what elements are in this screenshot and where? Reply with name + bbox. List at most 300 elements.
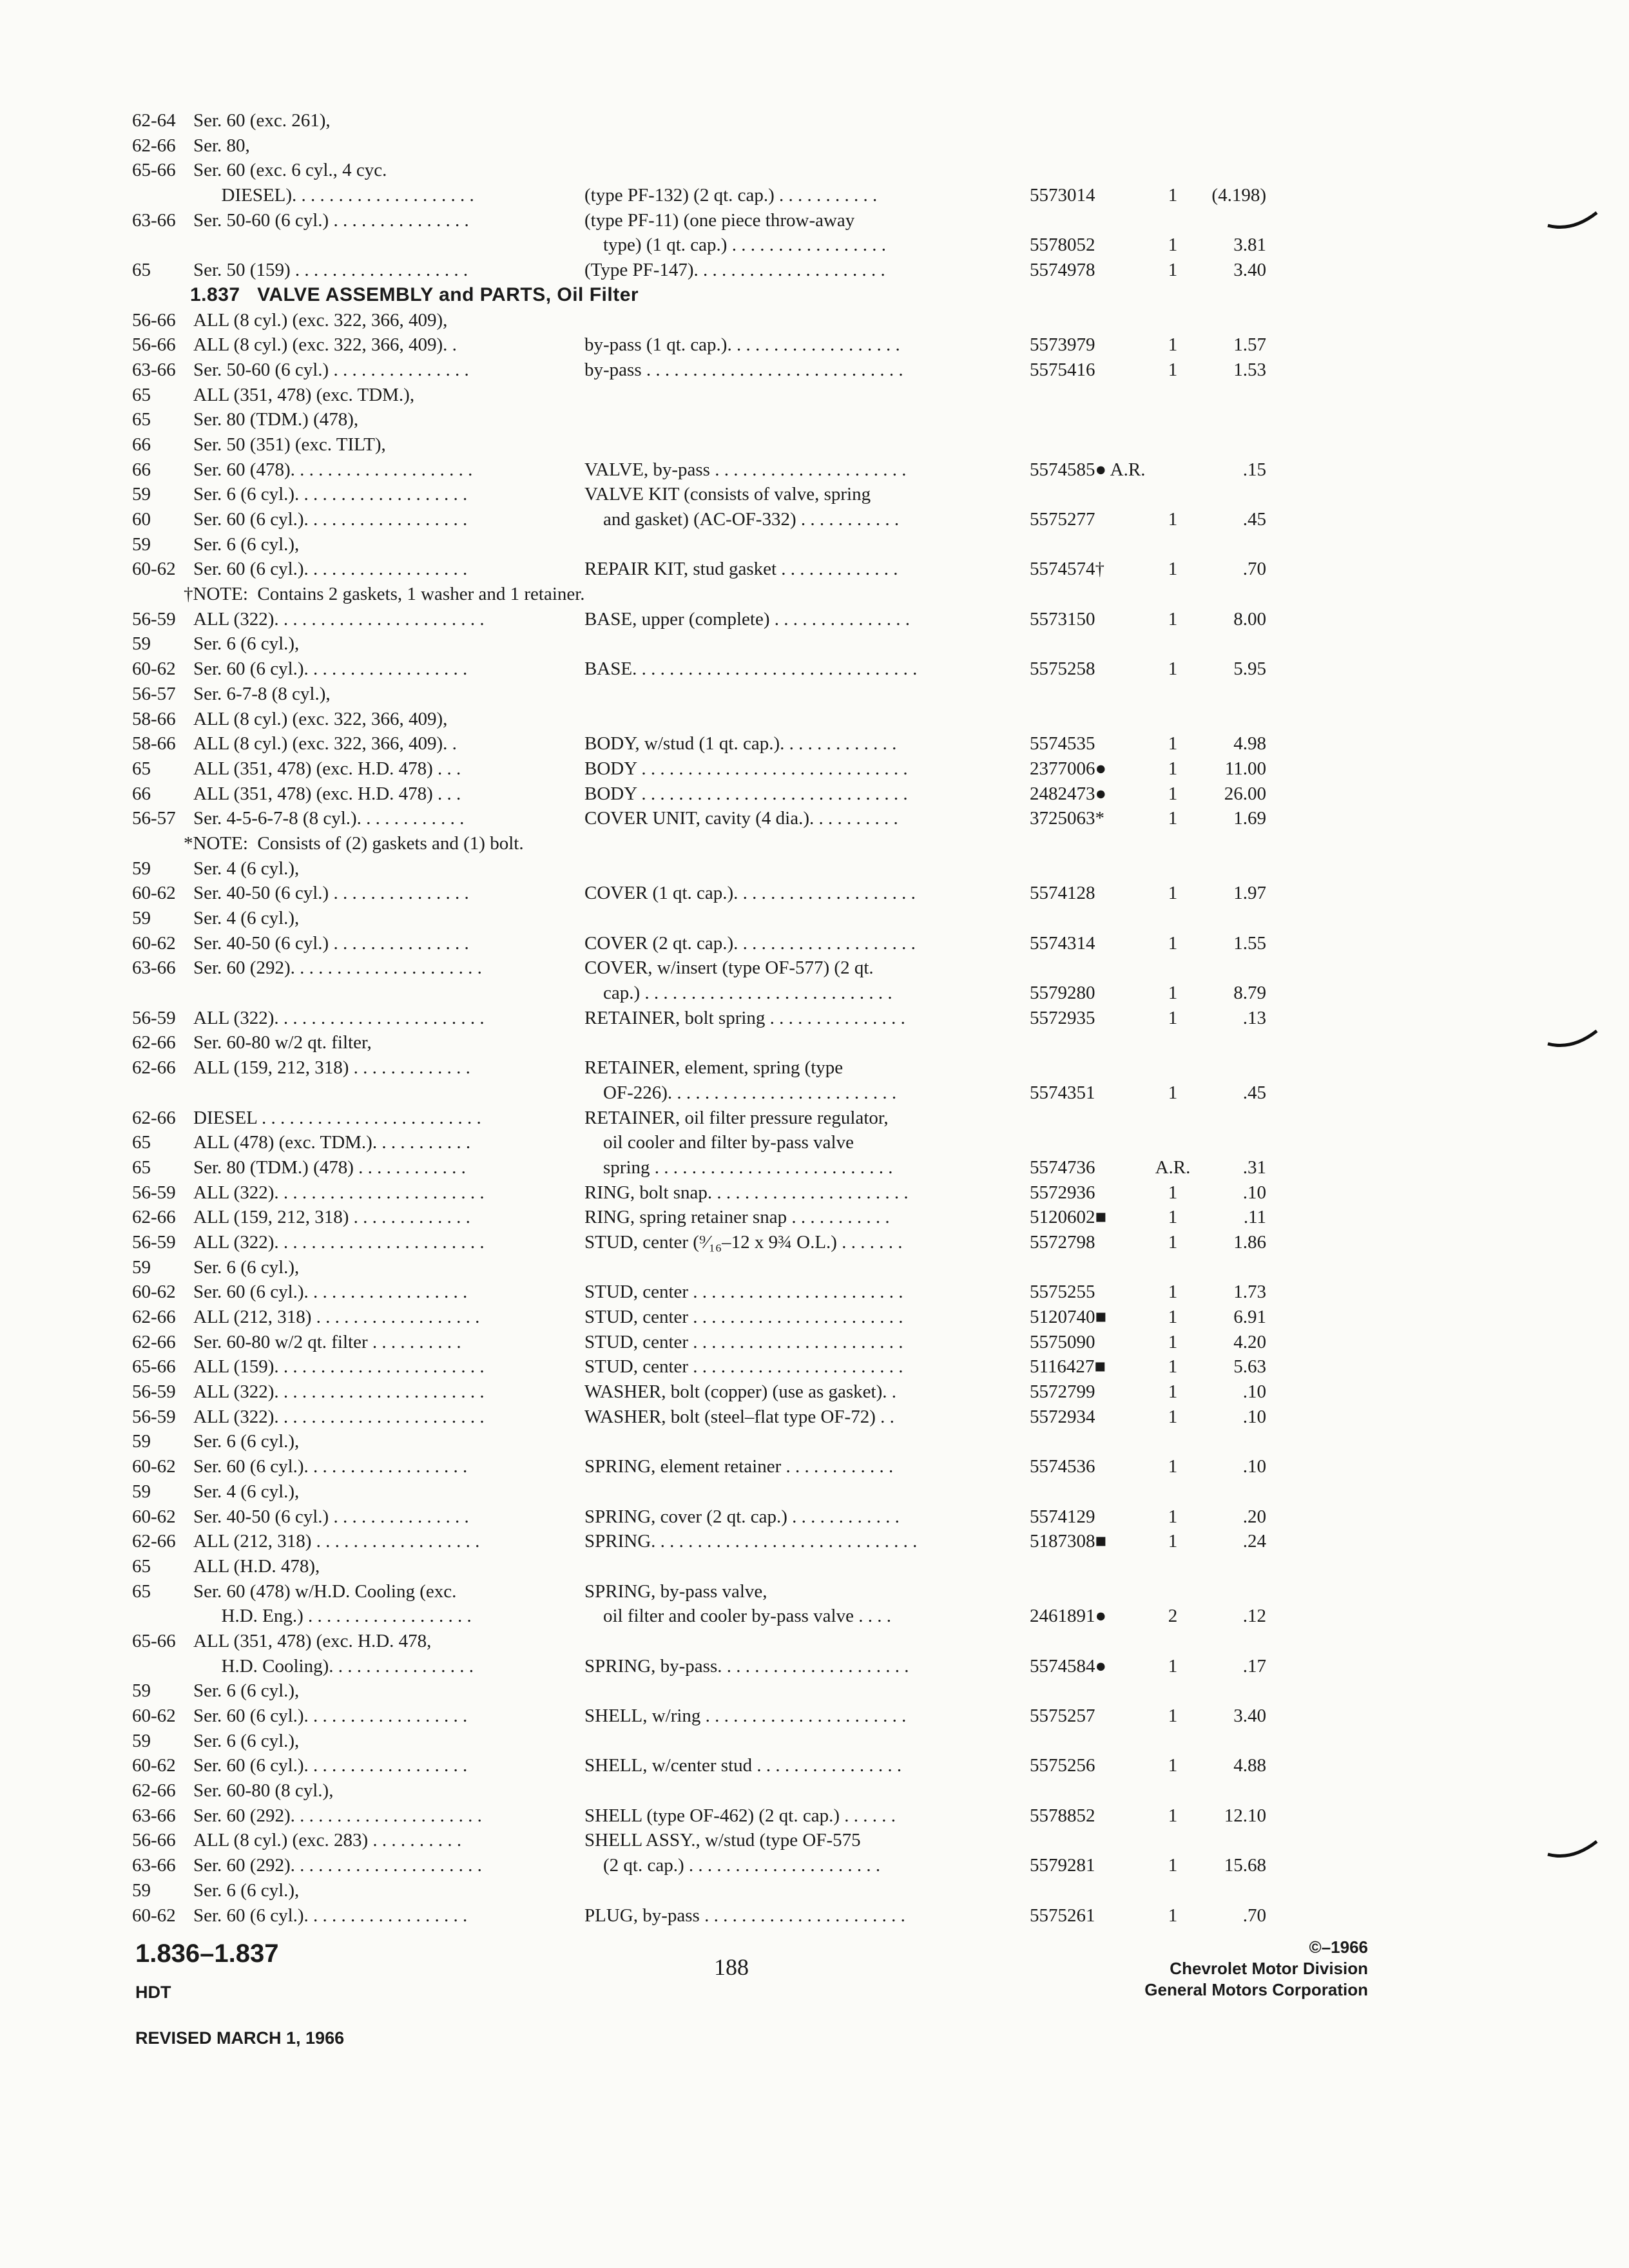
list-item [132,981,1266,1006]
part-description: RING, spring retainer snap . . . . . . . . . . . [584,1207,890,1228]
application: ALL (159, 212, 318) . . . . . . . . . . . . . [193,1057,470,1079]
copyright: ©–1966 [1309,1937,1368,1957]
list-item [132,1006,1266,1031]
list-item [132,582,1266,607]
price: 1.86 [1233,1231,1266,1253]
part-description: SPRING, by-pass valve, [584,1581,767,1602]
quantity: 1 [1168,883,1178,904]
part-number: 5187308■ [1030,1531,1107,1552]
part-description: STUD, center . . . . . . . . . . . . . . . . . . . . . . . [584,1356,903,1378]
list-item [132,1280,1266,1305]
application: ALL (H.D. 478), [193,1555,320,1577]
model-years: 63-66 [132,1805,176,1826]
application: Ser. 60 (6 cyl.). . . . . . . . . . . . . . . . . . [193,559,468,580]
application: Ser. 60 (292). . . . . . . . . . . . . . . . . . . . . [193,1805,482,1826]
application: DIESEL . . . . . . . . . . . . . . . . . . . . . . . . [193,1107,481,1128]
page-number: 188 [714,1954,749,1980]
section-code: 1.836–1.837 [135,1939,279,1968]
list-item [132,1903,1266,1928]
list-item [132,1081,1266,1106]
list-item [132,1529,1266,1554]
price: 4.88 [1233,1755,1266,1776]
model-years: 62-66 [132,1331,176,1352]
list-item [132,1629,1266,1654]
list-item [132,1554,1266,1579]
model-years: 56-59 [132,1406,176,1427]
model-years: 58-66 [132,708,176,729]
part-description: COVER (1 qt. cap.). . . . . . . . . . . . . . . . . . . . [584,883,916,904]
price: 15.68 [1224,1855,1266,1876]
model-years: 60-62 [132,1282,176,1303]
model-years: 56-59 [132,1231,176,1253]
part-number: 5579281 [1030,1855,1095,1876]
model-years: 59 [132,908,151,928]
list-item [132,631,1266,657]
model-years: 65 [132,758,151,779]
model-years: 62-64 [132,110,176,131]
part-description: COVER, w/insert (type OF-577) (2 qt. [584,957,874,979]
application: Ser. 6-7-8 (8 cyl.), [193,683,331,704]
model-years: 63-66 [132,1855,176,1876]
part-description: BODY . . . . . . . . . . . . . . . . . . . . . . . . . . . . . [584,783,908,804]
part-description: VALVE KIT (consists of valve, spring [584,484,871,505]
part-description: STUD, center (⁹⁄₁₆–12 x 9¾ O.L.) . . . . . . . [584,1231,903,1253]
part-description: oil cooler and filter by-pass valve [584,1132,854,1153]
application: ALL (351, 478) (exc. H.D. 478, [193,1630,432,1651]
model-years: 59 [132,1879,151,1901]
model-years: 65-66 [132,1630,176,1651]
list-item [132,407,1266,432]
application: Ser. 50-60 (6 cyl.) . . . . . . . . . . . . . . . [193,209,469,231]
model-years: 62-66 [132,1780,176,1802]
list-item [132,1828,1266,1853]
part-number: 5574585● A.R. [1030,459,1146,480]
model-years: 59 [132,1730,151,1751]
application: Ser. 60 (6 cyl.). . . . . . . . . . . . . . . . . . [193,1755,468,1776]
part-number: 5120602■ [1030,1207,1107,1228]
list-item [132,1678,1266,1704]
price: .10 [1242,1406,1266,1427]
part-number: 5575256 [1030,1755,1095,1776]
quantity: 1 [1168,185,1178,206]
part-number: 2482473● [1030,783,1107,804]
model-years: 60-62 [132,658,176,680]
part-description: cap.) . . . . . . . . . . . . . . . . . . . . . . . . . . . [584,983,892,1004]
price: .31 [1242,1157,1266,1178]
model-years: 62-66 [132,1207,176,1228]
part-number: 5574314 [1030,932,1095,954]
price: .70 [1242,1905,1266,1926]
part-description: SHELL, w/ring . . . . . . . . . . . . . . . . . . . . . . [584,1706,907,1726]
list-item [132,1205,1266,1230]
quantity: 2 [1168,1606,1178,1627]
model-years: 60-62 [132,1755,176,1776]
application: ALL (159). . . . . . . . . . . . . . . . . . . . . . . [193,1356,485,1378]
quantity: 1 [1168,1706,1178,1726]
model-years: 59 [132,1481,151,1502]
part-number: 5575258 [1030,658,1095,680]
price: 1.69 [1233,808,1266,829]
model-years: 65 [132,1157,151,1178]
application: Ser. 6 (6 cyl.), [193,1431,300,1452]
footer-right [1144,1937,1368,2001]
quantity: 1 [1168,509,1178,530]
price: .15 [1242,459,1266,480]
part-number: 5578852 [1030,1805,1095,1826]
list-item [132,806,1266,831]
application: ALL (212, 318) . . . . . . . . . . . . . . . . . . [193,1307,480,1327]
application: ALL (322). . . . . . . . . . . . . . . . . . . . . . . [193,1007,485,1028]
price: .70 [1242,559,1266,580]
price: 6.91 [1233,1307,1266,1327]
quantity: A.R. [1155,1157,1191,1178]
list-item [132,1878,1266,1903]
list-item [132,1055,1266,1081]
model-years: 62-66 [132,1307,176,1327]
list-item [132,1354,1266,1379]
list-item [132,1230,1266,1255]
application: Ser. 60 (6 cyl.). . . . . . . . . . . . . . . . . . [193,509,468,530]
application: Ser. 40-50 (6 cyl.) . . . . . . . . . . . . . . . [193,883,469,904]
revision-date: REVISED MARCH 1, 1966 [135,2028,345,2048]
model-years: 59 [132,858,151,879]
part-description: BASE. . . . . . . . . . . . . . . . . . . . . . . . . . . . . . . [584,658,918,680]
list-item [132,1030,1266,1055]
application: Ser. 60 (6 cyl.). . . . . . . . . . . . . . . . . . [193,1905,468,1926]
list-item [132,258,1266,283]
application: Ser. 80 (TDM.) (478), [193,409,359,430]
part-number: 5575090 [1030,1331,1095,1352]
model-years: 56-59 [132,1182,176,1203]
list-item [132,1379,1266,1405]
part-number: 3725063* [1030,808,1104,829]
application: Ser. 60 (exc. 261), [193,110,331,131]
part-number: 5575416 [1030,359,1095,380]
model-years: 62-66 [132,1531,176,1552]
application: Ser. 4 (6 cyl.), [193,858,300,879]
quantity: 1 [1168,932,1178,954]
list-item [132,756,1266,782]
application: ALL (8 cyl.) (exc. 322, 366, 409), [193,708,448,729]
quantity: 1 [1168,1282,1178,1303]
model-years: 56-66 [132,309,176,331]
quantity: 1 [1168,783,1178,804]
part-number: 5572799 [1030,1381,1095,1403]
model-years: 62-66 [132,1057,176,1079]
price: 26.00 [1224,783,1266,804]
list-item [132,283,1266,308]
quantity: 1 [1168,733,1178,754]
application: Ser. 50 (159) . . . . . . . . . . . . . . . . . . . [193,260,468,281]
application: ALL (351, 478) (exc. TDM.), [193,384,415,405]
model-years: 56-59 [132,1007,176,1028]
part-number: 5575255 [1030,1282,1095,1303]
part-description: STUD, center . . . . . . . . . . . . . . . . . . . . . . . [584,1331,903,1352]
quantity: 1 [1168,1007,1178,1028]
model-years: 62-66 [132,1107,176,1128]
list-item [132,233,1266,258]
model-years: 66 [132,459,151,480]
model-years: 56-57 [132,808,176,829]
quantity: 1 [1168,1905,1178,1926]
list-item [132,1853,1266,1878]
part-description: oil filter and cooler by-pass valve . . . . [584,1606,891,1627]
list-item [132,1454,1266,1479]
part-number: 5574129 [1030,1506,1095,1527]
list-item [132,906,1266,931]
model-years: 65-66 [132,160,176,181]
price: 3.81 [1233,235,1266,256]
price: 12.10 [1224,1805,1266,1826]
part-description: SHELL, w/center stud . . . . . . . . . . . . . . . . [584,1755,902,1776]
price: 1.73 [1233,1282,1266,1303]
model-years: 60-62 [132,559,176,580]
application: Ser. 60 (6 cyl.). . . . . . . . . . . . . . . . . . [193,658,468,680]
list-item [132,332,1266,358]
division: Chevrolet Motor Division [1170,1959,1368,1978]
list-item [132,1729,1266,1754]
model-years: 60-62 [132,1905,176,1926]
price: 5.95 [1233,658,1266,680]
quantity: 1 [1168,808,1178,829]
application: Ser. 60 (292). . . . . . . . . . . . . . . . . . . . . [193,1855,482,1876]
list-item [132,532,1266,557]
part-number: 5572798 [1030,1231,1095,1253]
application: Ser. 60-80 (8 cyl.), [193,1780,334,1802]
part-number: 5120740■ [1030,1307,1107,1327]
part-description: WASHER, bolt (copper) (use as gasket). . [584,1381,897,1403]
list-item [132,158,1266,183]
binder-tick-mark [1547,1024,1598,1050]
list-item [132,1778,1266,1803]
model-years: 65 [132,409,151,430]
application: ALL (322). . . . . . . . . . . . . . . . . . . . . . . [193,1381,485,1403]
part-description: (type PF-132) (2 qt. cap.) . . . . . . . . . . . [584,185,878,206]
part-number: 5574351 [1030,1082,1095,1103]
price: 1.97 [1233,883,1266,904]
quantity: 1 [1168,260,1178,281]
part-description: by-pass (1 qt. cap.). . . . . . . . . . . . . . . . . . . [584,334,900,356]
application: ALL (212, 318) . . . . . . . . . . . . . . . . . . [193,1531,480,1552]
application: DIESEL). . . . . . . . . . . . . . . . . . . . [193,185,474,206]
part-description: RETAINER, oil filter pressure regulator, [584,1107,889,1128]
list-item [132,557,1266,582]
quantity: 1 [1168,1082,1178,1103]
series-code: HDT [135,1983,171,2002]
list-item [132,308,1266,333]
model-years: 56-57 [132,683,176,704]
part-description: BASE, upper (complete) . . . . . . . . . . . . . . . [584,608,911,629]
model-years: 60-62 [132,1706,176,1726]
list-item [132,931,1266,956]
price: .13 [1242,1007,1266,1028]
list-item [132,1255,1266,1280]
application: ALL (8 cyl.) (exc. 322, 366, 409). . [193,334,457,356]
corporation: General Motors Corporation [1144,1980,1368,1999]
quantity: 1 [1168,658,1178,680]
application: ALL (351, 478) (exc. H.D. 478) . . . [193,758,461,779]
application: Ser. 40-50 (6 cyl.) . . . . . . . . . . . . . . . [193,1506,469,1527]
quantity: 1 [1168,1506,1178,1527]
part-description: spring . . . . . . . . . . . . . . . . . . . . . . . . . . [584,1157,893,1178]
model-years: 56-66 [132,334,176,356]
part-description: SHELL (type OF-462) (2 qt. cap.) . . . . . . [584,1805,896,1826]
list-item [132,1479,1266,1504]
list-item [132,1654,1266,1679]
list-item [132,1305,1266,1330]
quantity: 1 [1168,1531,1178,1552]
price: 4.98 [1233,733,1266,754]
application: Ser. 6 (6 cyl.), [193,533,300,555]
price: 1.55 [1233,932,1266,954]
application: Ser. 4-5-6-7-8 (8 cyl.). . . . . . . . . . . . [193,808,465,829]
list-item [132,856,1266,881]
part-description: COVER (2 qt. cap.). . . . . . . . . . . . . . . . . . . . [584,932,916,954]
model-years: 65 [132,1581,151,1602]
model-years: 65 [132,1555,151,1577]
part-number: 5575261 [1030,1905,1095,1926]
part-number: 5572934 [1030,1406,1095,1427]
application: Ser. 60 (478) w/H.D. Cooling (exc. [193,1581,457,1602]
list-item [132,1405,1266,1430]
price: .24 [1242,1531,1266,1552]
part-description: BODY . . . . . . . . . . . . . . . . . . . . . . . . . . . . . [584,758,908,779]
model-years: 59 [132,633,151,655]
application: ALL (8 cyl.) (exc. 322, 366, 409). . [193,733,457,754]
list-item [132,1604,1266,1629]
list-item [132,1803,1266,1829]
application: Ser. 6 (6 cyl.), [193,1879,300,1901]
list-item [132,507,1266,532]
quantity: 1 [1168,1855,1178,1876]
application: ALL (8 cyl.) (exc. 283) . . . . . . . . . . [193,1830,462,1851]
application: ALL (322). . . . . . . . . . . . . . . . . . . . . . . [193,1406,485,1427]
model-years: 63-66 [132,359,176,380]
application: ALL (478) (exc. TDM.). . . . . . . . . . . [193,1132,471,1153]
application: Ser. 50-60 (6 cyl.) . . . . . . . . . . . . . . . [193,359,469,380]
price: 3.40 [1233,260,1266,281]
quantity: 1 [1168,1381,1178,1403]
model-years: 59 [132,484,151,505]
list-item [132,682,1266,707]
application: Ser. 6 (6 cyl.), [193,1680,300,1702]
model-years: 59 [132,1256,151,1278]
part-description: BODY, w/stud (1 qt. cap.). . . . . . . . . . . . . [584,733,897,754]
part-description: VALVE, by-pass . . . . . . . . . . . . . . . . . . . . . [584,459,907,480]
list-item [132,457,1266,483]
list-item [132,133,1266,159]
price: .11 [1243,1207,1266,1228]
part-number: 5575257 [1030,1706,1095,1726]
model-years: 62-66 [132,135,176,156]
part-number: 5574536 [1030,1456,1095,1477]
part-number: 5572936 [1030,1182,1095,1203]
quantity: 1 [1168,235,1178,256]
price: .20 [1242,1506,1266,1527]
price: 8.00 [1233,608,1266,629]
application: Ser. 40-50 (6 cyl.) . . . . . . . . . . . . . . . [193,932,469,954]
application: Ser. 60 (478). . . . . . . . . . . . . . . . . . . . [193,459,473,480]
quantity: 1 [1168,1406,1178,1427]
model-years: 63-66 [132,957,176,979]
part-number: 5573979 [1030,334,1095,356]
part-number: 5579280 [1030,983,1095,1004]
application: Ser. 6 (6 cyl.), [193,1256,300,1278]
quantity: 1 [1168,1307,1178,1327]
application: ALL (322). . . . . . . . . . . . . . . . . . . . . . . [193,608,485,629]
model-years: 56-59 [132,1381,176,1403]
part-description: SPRING. . . . . . . . . . . . . . . . . . . . . . . . . . . . . [584,1531,918,1552]
list-item [132,1130,1266,1155]
quantity: 1 [1168,1231,1178,1253]
part-number: 5574978 [1030,260,1095,281]
part-number: 5572935 [1030,1007,1095,1028]
list-item [132,831,1266,856]
quantity: 1 [1168,1805,1178,1826]
price: 4.20 [1233,1331,1266,1352]
price: .17 [1242,1655,1266,1677]
model-years: 65 [132,260,151,281]
part-description: SPRING, element retainer . . . . . . . . . . . . [584,1456,894,1477]
price: 3.40 [1233,1706,1266,1726]
price: 1.57 [1233,334,1266,356]
part-description: PLUG, by-pass . . . . . . . . . . . . . . . . . . . . . . [584,1905,905,1926]
quantity: 1 [1168,1356,1178,1378]
part-number: 5574128 [1030,883,1095,904]
model-years: 63-66 [132,209,176,231]
application: Ser. 6 (6 cyl.), [193,1730,300,1751]
binder-tick-mark [1547,206,1598,232]
application: Ser. 6 (6 cyl.). . . . . . . . . . . . . . . . . . . [193,484,468,505]
footnote: *NOTE: Consists of (2) gaskets and (1) bolt. [184,832,524,854]
price: 1.53 [1233,359,1266,380]
quantity: 1 [1168,1755,1178,1776]
application: Ser. 60-80 w/2 qt. filter . . . . . . . . . . [193,1331,461,1352]
application: H.D. Cooling). . . . . . . . . . . . . . . . [193,1655,474,1677]
part-number: 5574736 [1030,1157,1095,1178]
part-description: (type PF-11) (one piece throw-away [584,209,855,231]
list-item [132,1106,1266,1131]
part-description: RETAINER, element, spring (type [584,1057,843,1079]
price: 8.79 [1233,983,1266,1004]
model-years: 62-66 [132,1032,176,1053]
list-item [132,657,1266,682]
parts-list [132,108,1266,1928]
model-years: 56-66 [132,1830,176,1851]
model-years: 65-66 [132,1356,176,1378]
application: Ser. 6 (6 cyl.), [193,633,300,655]
quantity: 1 [1168,359,1178,380]
list-item [132,1330,1266,1355]
list-item [132,108,1266,133]
part-number: 5574584● [1030,1655,1107,1677]
list-item [132,607,1266,632]
part-description: WASHER, bolt (steel–flat type OF-72) . . [584,1406,894,1427]
application: ALL (351, 478) (exc. H.D. 478) . . . [193,783,461,804]
model-years: 60 [132,509,151,530]
footnote: †NOTE: Contains 2 gaskets, 1 washer and 1 retainer. [184,584,585,605]
application: Ser. 60 (6 cyl.). . . . . . . . . . . . . . . . . . [193,1282,468,1303]
model-years: 59 [132,1680,151,1702]
quantity: 1 [1168,1655,1178,1677]
quantity: 1 [1168,1456,1178,1477]
model-years: 60-62 [132,883,176,904]
part-description: OF-226). . . . . . . . . . . . . . . . . . . . . . . . . [584,1082,897,1103]
list-item [132,482,1266,507]
list-item [132,383,1266,408]
list-item [132,1579,1266,1604]
quantity: 1 [1168,559,1178,580]
